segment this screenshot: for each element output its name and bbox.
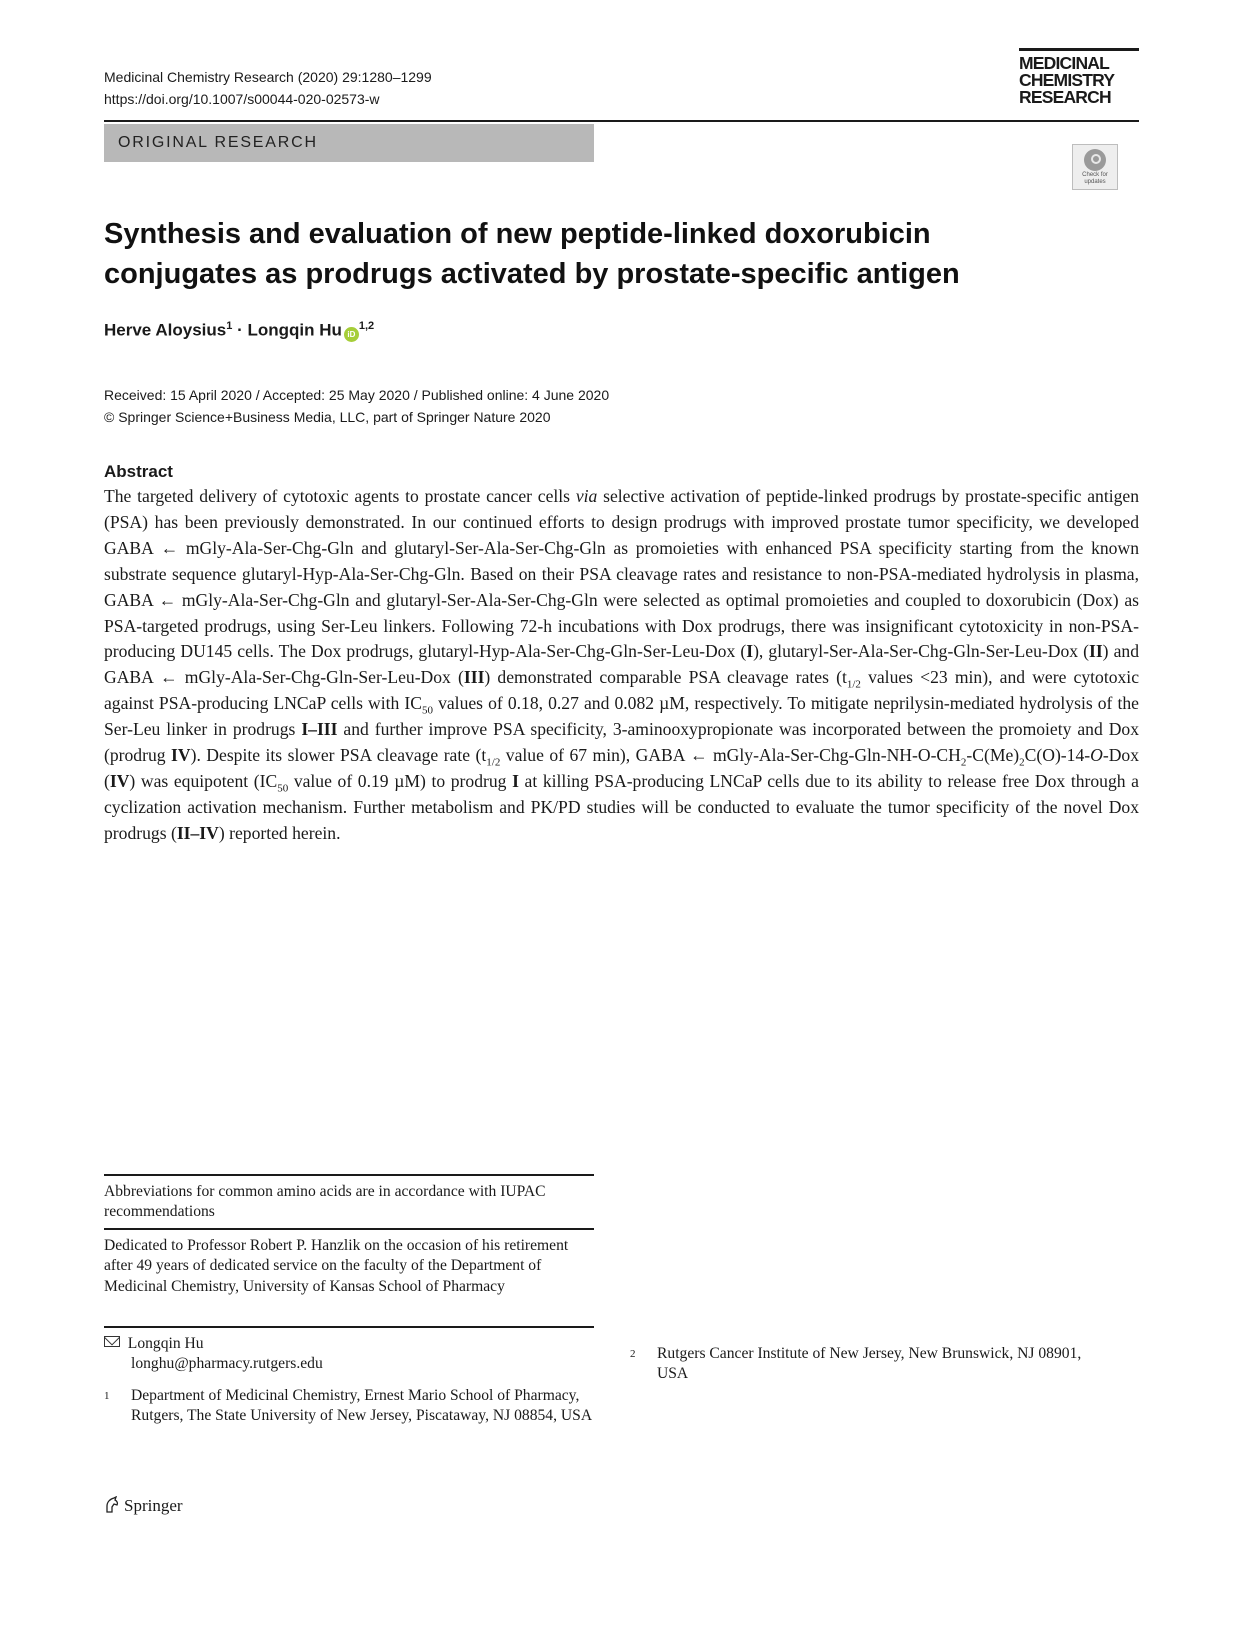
abstract-text: The targeted delivery of cytotoxic agents to prostate cancer cells — [104, 486, 576, 506]
subscript: 2 — [1019, 756, 1025, 769]
mail-icon — [104, 1336, 120, 1347]
abstract-italic: O — [1090, 745, 1103, 766]
abstract-text: values <23 min), and were cytotoxic against PSA-producing LNCaP cells with IC — [104, 667, 1140, 714]
doi-link[interactable]: https://doi.org/10.1007/s00044-020-02573-w — [104, 91, 380, 107]
abstract-text: -C(Me) — [966, 745, 1020, 766]
journal-citation: Medicinal Chemistry Research (2020) 29:1280–1299 — [104, 69, 432, 85]
footnote-rule — [104, 1174, 594, 1176]
logo-line-1: MEDICINAL — [1019, 53, 1110, 73]
orcid-icon[interactable]: iD — [344, 327, 359, 342]
abstract-paragraph — [104, 484, 1139, 847]
footnote-rule — [104, 1326, 594, 1328]
abstract-text: ) was equipotent (IC — [129, 770, 278, 791]
contact-name: Longqin Hu — [127, 1335, 204, 1352]
contact-email[interactable]: longhu@pharmacy.rutgers.edu — [131, 1355, 323, 1373]
copyright-line: © Springer Science+Business Media, LLC, part of Springer Nature 2020 — [104, 409, 551, 425]
abstract-text: value of 0.19 µM) to prodrug — [288, 770, 513, 791]
affiliation-1-text: Department of Medicinal Chemistry, Ernest Mario School of Pharmacy, Rutgers, The State University of New Jersey, Piscataway, NJ 08854, USA — [131, 1387, 593, 1425]
header-rule — [104, 120, 1139, 122]
title-line-1: Synthesis and evaluation of new peptide-linked doxorubicin — [104, 218, 931, 250]
affiliation-2-text: Rutgers Cancer Institute of New Jersey, New Brunswick, NJ 08901, USA — [657, 1345, 1082, 1383]
abstract-text: ) and GABA ← mGly-Ala-Ser-Chg-Gln-Ser-Leu-Dox ( — [104, 641, 1139, 688]
abstract-text: selective activation of peptide-linked prodrugs by prostate-specific antigen (PSA) has been previously demonstrated. In our continued efforts to design prodrugs with improved prostate tumor specificity, we developed GABA ← mGly-Ala-Ser-Chg-Gln and glutaryl-Ser-Ala-Ser-Chg-Gln as promoieties with enhanced PSA specificity starting from the known substrate sequence glutaryl-Hyp-Ala-Ser-Chg-Gln. Based on their PSA cleavage rates and resistance to non-PSA-mediated hydrolysis in plasma, GABA ← mGly-Ala-Ser-Chg-Gln and glutaryl-Ser-Ala-Ser-Chg-Gln were selected as optimal promoieties and coupled to doxorubicin (Dox) as PSA-targeted prodrugs, using Ser-Leu linkers. Following 72-h incubations with Dox prodrugs, there was insignificant cytotoxicity in non-PSA-producing DU145 cells. The Dox prodrugs, glutaryl-Hyp-Ala-Ser-Chg-Gln-Ser-Leu-Dox ( — [104, 486, 1139, 662]
author-hu[interactable]: Longqin Hu — [247, 320, 342, 340]
abbreviations-note: Abbreviations for common amino acids are in accordance with IUPAC recommendations — [104, 1183, 546, 1221]
section-label: ORIGINAL RESEARCH — [104, 124, 594, 162]
abstract-italic: via — [575, 486, 598, 506]
journal-logo — [1019, 48, 1139, 106]
article-title — [104, 214, 1004, 294]
subscript: 50 — [421, 704, 433, 717]
author-list — [104, 320, 374, 342]
publisher-footer — [104, 1496, 183, 1516]
abstract-text: -Dox ( — [104, 745, 1140, 791]
compound-label: IV — [171, 745, 191, 766]
subscript: 1/2 — [846, 678, 861, 691]
received-accepted-published: Received: 15 April 2020 / Accepted: 25 May 2020 / Published online: 4 June 2020 — [104, 387, 610, 403]
compound-label: I — [746, 641, 754, 662]
compound-label: II–IV — [176, 822, 219, 843]
abstract-text: and further improve PSA specificity, 3-aminooxypropionate was incorporated between the promoiety and Dox (prodrug — [104, 719, 1139, 766]
abstract-heading: Abstract — [104, 462, 173, 481]
check-updates-badge — [1084, 149, 1106, 171]
author-hu-affiliation: 1,2 — [358, 320, 375, 332]
compound-label: II — [1088, 641, 1103, 662]
compound-label: IV — [109, 770, 130, 791]
compound-label: III — [463, 667, 485, 688]
abstract-text: ), glutaryl-Ser-Ala-Ser-Chg-Gln-Ser-Leu-Dox ( — [753, 641, 1089, 662]
compound-label: I–III — [301, 719, 338, 740]
affiliation-2-number: 2 — [630, 1348, 636, 1360]
abstract-text: ) demonstrated comparable PSA cleavage rates (t — [484, 667, 847, 688]
footnote-rule — [104, 1228, 594, 1230]
title-line-2: conjugates as prodrugs activated by prostate-specific antigen — [104, 258, 960, 290]
subscript: 2 — [960, 756, 967, 769]
springer-horse-icon — [104, 1496, 120, 1514]
abstract-text: values of 0.18, 0.27 and 0.082 µM, respectively. To mitigate neprilysin-mediated hydrolysis of the Ser-Leu linker in prodrugs — [104, 693, 1139, 740]
corresponding-author — [104, 1334, 596, 1375]
abstract-body — [104, 484, 1139, 847]
publication-history — [104, 384, 609, 428]
dedication-note: Dedicated to Professor Robert P. Hanzlik on the occasion of his retirement after 49 years of dedicated service on the faculty of the Department of Medicinal Chemistry, University of Kansas School of Pharmacy — [104, 1237, 569, 1295]
abstract-text: ). Despite its slower PSA cleavage rate (t — [190, 745, 487, 766]
check-updates-caption: Check for updates — [1082, 172, 1108, 185]
abstract-text: C(O)-14- — [1024, 745, 1091, 766]
logo-line-2: CHEMISTRY — [1019, 70, 1115, 90]
publisher-name: Springer — [124, 1496, 183, 1515]
author-aloysius-affiliation: 1 — [226, 320, 233, 332]
affiliation-1 — [104, 1386, 596, 1427]
journal-reference — [104, 66, 432, 110]
abstract-text: ) reported herein. — [218, 822, 341, 843]
author-separator: · — [232, 320, 248, 340]
abstract-text: at killing PSA-producing LNCaP cells due to its ability to release free Dox through a cyclization activation mechanism. Further metabolism and PK/PD studies will be conducted to evaluate the tumor specificity of the novel Dox prodrugs ( — [104, 770, 1139, 843]
abstract-text: value of 67 min), GABA ← mGly-Ala-Ser-Chg-Gln-NH-O-CH — [500, 745, 961, 766]
logo-line-3: RESEARCH — [1019, 87, 1111, 107]
affiliation-2 — [630, 1344, 1090, 1385]
compound-label: I — [512, 770, 519, 791]
subscript: 50 — [277, 782, 289, 795]
check-updates-icon[interactable] — [1072, 144, 1118, 190]
subscript: 1/2 — [486, 756, 501, 769]
author-aloysius: Herve Aloysius — [104, 320, 227, 340]
affiliation-1-number: 1 — [104, 1390, 110, 1402]
